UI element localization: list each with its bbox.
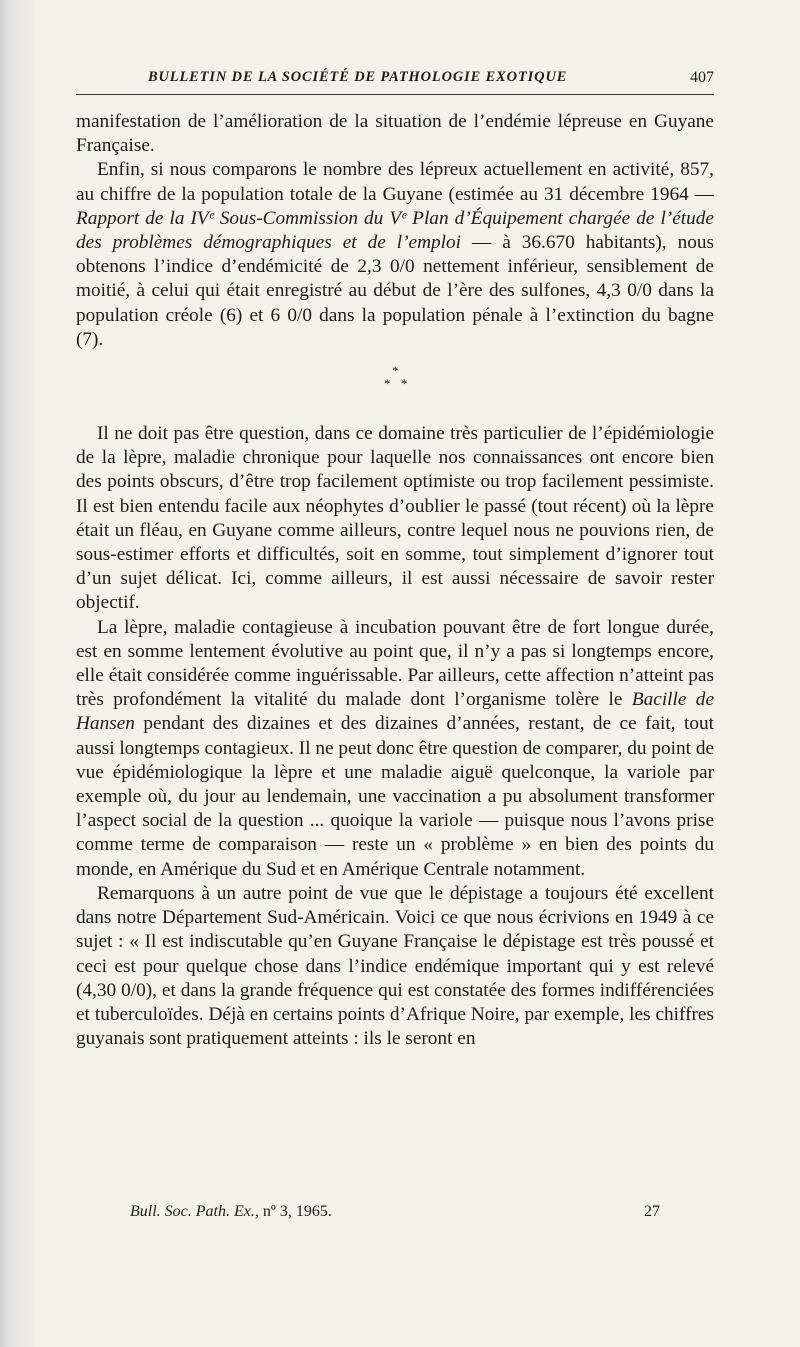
paragraph-leprosy-nature <box>76 616 714 882</box>
paragraph-screening: Remarquons à un autre point de vue que le dépistage a toujours été excellent dans notre Département Sud-Américain. Voici ce que nous écrivions en 1949 à ce sujet : « Il est indiscutable qu’en Guyane Française le dépistage est très poussé et ceci est pour quelque chose dans l’indice endémique important qui y est relevé (4,30 0/0), et dans la grande fréquence qui est constatée des formes indifférenciées et tuberculoïdes. Déjà en certains points d’Afrique Noire, par exemple, les chiffres guyanais sont pratiquement atteints : ils le seront en <box>76 882 714 1050</box>
report-title: Rapport de la IVᵉ Sous-Commission du Vᵉ Plan d’Équipement chargée de l’étude des problèmes démographiques et de l’emploi <box>76 207 714 254</box>
separator-star: * <box>401 376 408 392</box>
running-header <box>76 64 714 95</box>
journal-title: BULLETIN DE LA SOCIÉTÉ DE PATHOLOGIE EXOTIQUE <box>148 69 568 85</box>
paragraph-text: La lèpre, maladie contagieuse à incubation pouvant être de fort longue durée, est en somme lentement évolutive au point que, il n’y a pas si longtemps encore, elle était considérée comme inguérissable. Par ailleurs, cette affection n’atteint pas très profondément la vitalité du malade dont l’organisme tolère le <box>76 616 714 711</box>
paragraph-continuation: manifestation de l’amélioration de la situation de l’endémie lépreuse en Guyane Française. <box>76 111 714 157</box>
separator-star: * <box>384 376 391 392</box>
citation-issue: , nº 3, 1965. <box>254 1203 332 1220</box>
section-separator <box>76 364 714 406</box>
bacillus-name: Bacille de Hansen <box>76 689 715 735</box>
paragraph-text: Enfin, si nous comparons le nombre des lépreux actuellement en activité, 857, au chiffre de la population totale de la Guyane (estimée au 31 décembre 1964 — <box>76 159 714 205</box>
paragraph-text: — à 36.670 habitants), nous obtenons l’indice d’endémicité de 2,3 0/0 nettement inférieur, sensiblement de moitié, à celui qui était enregistré au début de l’ère des sulfones, 4,3 0/0 dans la population créole (6) et 6 0/0 dans la population pénale à l’extinction du bagne (7). <box>76 232 714 350</box>
article-body <box>76 110 714 1051</box>
separator-star: * <box>392 363 399 379</box>
paragraph-endemicity-index <box>76 158 714 352</box>
footer-citation <box>130 1203 332 1221</box>
citation-journal: Bull. Soc. Path. Ex. <box>130 1203 255 1220</box>
page-footer <box>76 1198 714 1228</box>
paragraph-text: pendant des dizaines et des dizaines d’années, restant, de ce fait, tout aussi longtemps contagieux. Il ne peut donc être question de comparer, du point de vue épidémiologique la lèpre et une maladie aiguë quelconque, la variole par exemple où, du jour au lendemain, une vaccination a pu absolument transformer l’aspect social de la question ... quoique la variole — puisque nous l’avons prise comme terme de comparaison — reste un « problème » en bien des points du monde, en Amérique du Sud et en Amérique Centrale notamment. <box>76 713 715 880</box>
signature-number: 27 <box>644 1203 660 1220</box>
page-number: 407 <box>690 69 714 86</box>
paragraph-epidemiology: Il ne doit pas être question, dans ce domaine très particulier de l’épidémiologie de la lèpre, maladie chronique pour laquelle nos connaissances ont encore bien des points obscurs, d’être trop facilement optimiste ou trop facilement pessimiste. Il est bien entendu facile aux néophytes d’oublier le passé (tout récent) où la lèpre était un fléau, en Guyane comme ailleurs, contre lequel nous ne pouvions rien, de sous-estimer efforts et difficultés, soit en somme, tout simplement d’ignorer tout d’un sujet délicat. Ici, comme ailleurs, il est aussi nécessaire de savoir rester objectif. <box>76 423 714 614</box>
binding-shadow <box>0 0 36 1347</box>
